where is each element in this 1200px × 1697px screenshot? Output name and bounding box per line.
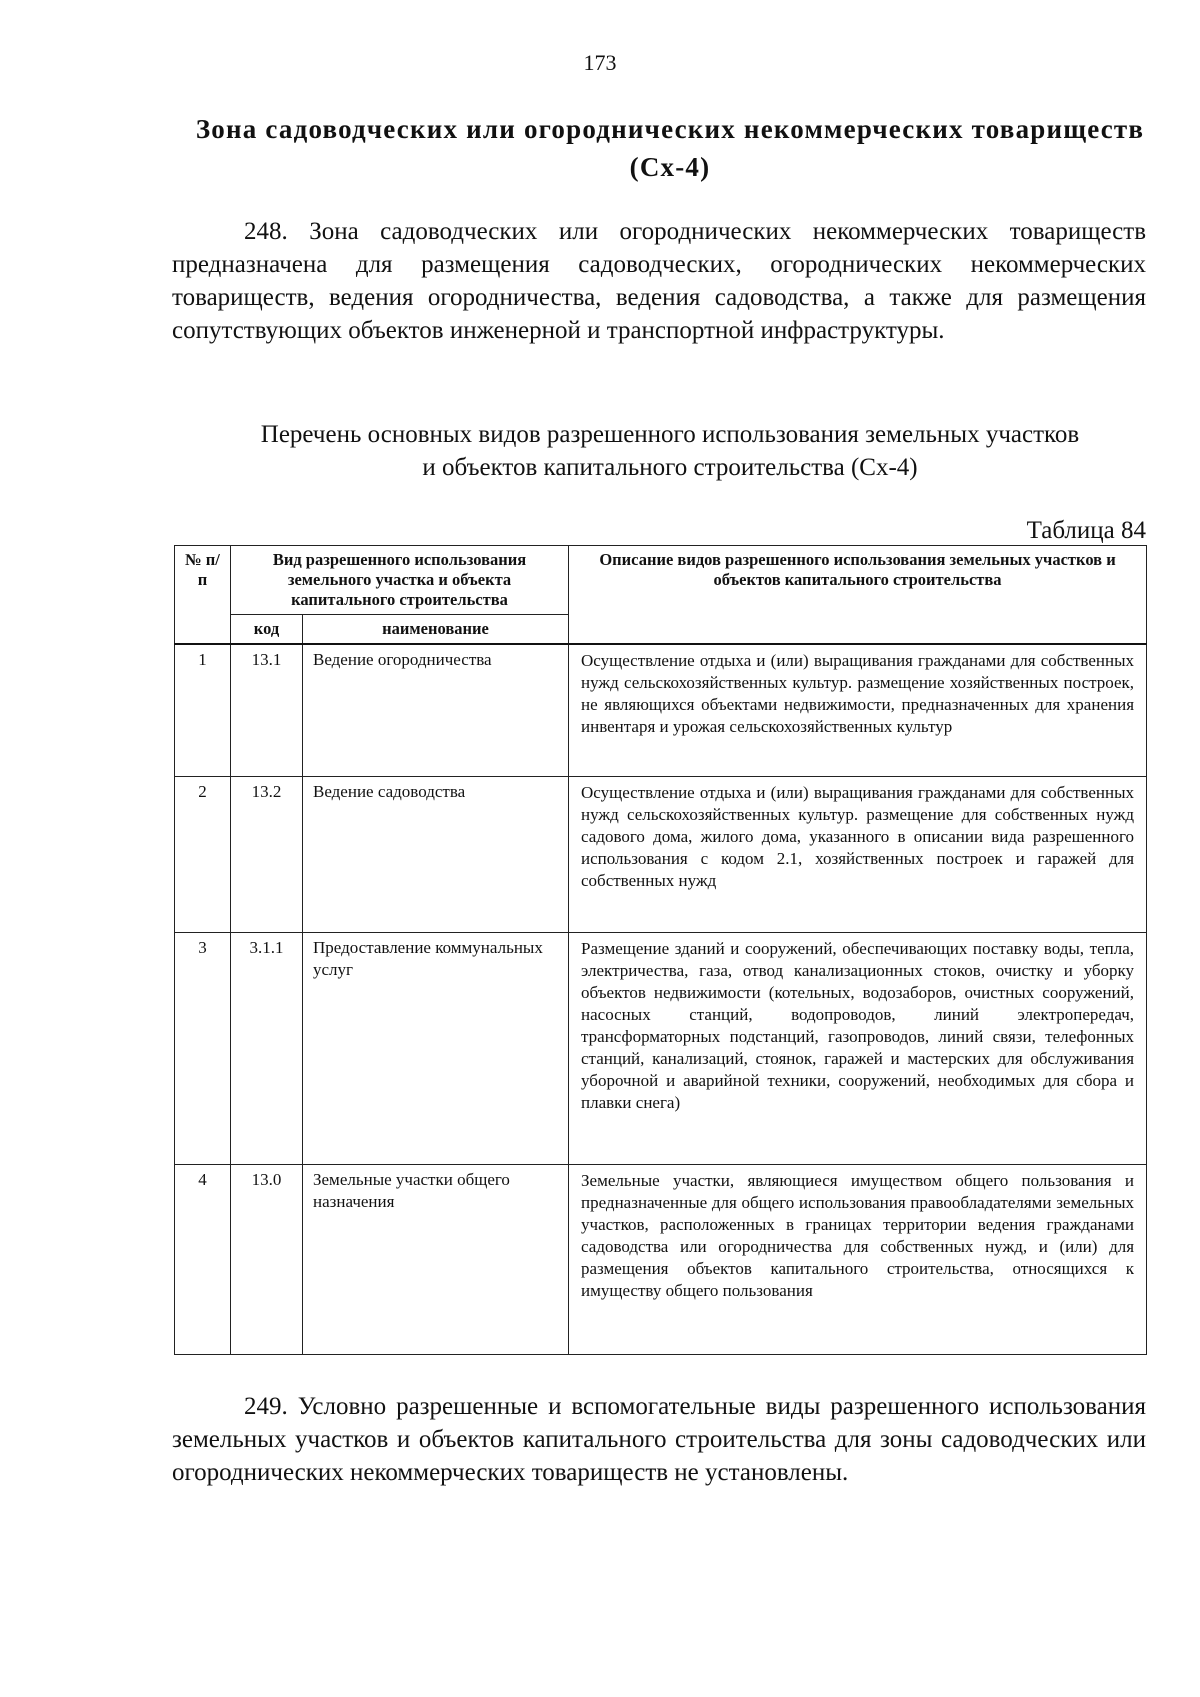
page-number: 173 <box>583 50 617 75</box>
row-name: Предоставление коммунальных услуг <box>303 932 569 1164</box>
paragraph-249-number: 249. <box>244 1393 288 1420</box>
row-code: 3.1.1 <box>231 932 303 1164</box>
paragraph-249 <box>172 1390 1146 1489</box>
zone-title-line1: Зона садоводческих или огороднических некоммерческих товариществ <box>195 114 1145 144</box>
list-title-line2: и объектов капитального строительства (Сх-4) <box>422 454 918 481</box>
table-row <box>175 776 1147 932</box>
row-code: 13.0 <box>231 1164 303 1354</box>
row-num: 3 <box>175 932 231 1164</box>
header-description: Описание видов разрешенного использования земельных участков и объектов капитального строительства <box>569 546 1147 645</box>
table-row <box>175 932 1147 1164</box>
row-num: 4 <box>175 1164 231 1354</box>
row-description: Земельные участки, являющиеся имуществом общего пользования и предназначенные для общего использования правообладателями земельных участков, расположенных в границах территории ведения гражданами садоводства или огородничества для собственных нужд, и (или) для размещения объектов капитального строительства, относящихся к имуществу общего пользования <box>569 1164 1147 1354</box>
header-kind: Вид разрешенного использования земельного участка и объекта капитального строительства <box>231 546 569 615</box>
row-num: 2 <box>175 776 231 932</box>
paragraph-249-text: Условно разрешенные и вспомогательные виды разрешенного использования земельных участков и объектов капитального строительства для зоны садоводческих или огороднических некоммерческих товариществ не установлены. <box>172 1393 1146 1486</box>
row-num: 1 <box>175 644 231 776</box>
row-description: Осуществление отдыха и (или) выращивания гражданами для собственных нужд сельскохозяйственных культур. размещение для собственных нужд садового дома, жилого дома, указанного в описании вида разрешенного использования с кодом 2.1, хозяйственных построек и гаражей для собственных нужд <box>569 776 1147 932</box>
row-description: Размещение зданий и сооружений, обеспечивающих поставку воды, тепла, электричества, газа, отвод канализационных стоков, очистку и уборку объектов недвижимости (котельных, водозаборов, очистных сооружений, насосных станций, водопроводов, линий электропередач, трансформаторных подстанций, газопроводов, линий связи, телефонных станций, канализаций, стоянок, гаражей и мастерских для обслуживания уборочной и аварийной техники, сооружений, необходимых для сбора и плавки снега) <box>569 932 1147 1164</box>
row-code: 13.1 <box>231 644 303 776</box>
row-name: Ведение огородничества <box>303 644 569 776</box>
zone-title-line2: (Сх-4) <box>629 152 711 182</box>
list-title-line1: Перечень основных видов разрешенного использования земельных участков <box>260 421 1080 448</box>
permitted-use-table <box>174 545 1147 1355</box>
table-caption: Таблица 84 <box>1026 517 1146 544</box>
row-name: Ведение садоводства <box>303 776 569 932</box>
header-name: наименование <box>303 615 569 645</box>
paragraph-248-text: Зона садоводческих или огороднических некоммерческих товариществ предназначена для размещения садоводческих, огороднических некоммерческих товариществ, ведения огородничества, ведения садоводства, а также для размещения сопутствующих объектов инженерной и транспортной инфраструктуры. <box>172 218 1146 344</box>
table-row <box>175 1164 1147 1354</box>
row-description: Осуществление отдыха и (или) выращивания гражданами для собственных нужд сельскохозяйственных культур. размещение хозяйственных построек, не являющихся объектами недвижимости, предназначенных для хранения инвентаря и урожая сельскохозяйственных культур <box>569 644 1147 776</box>
row-name: Земельные участки общего назначения <box>303 1164 569 1354</box>
header-code: код <box>231 615 303 645</box>
zone-title <box>170 110 1170 186</box>
row-code: 13.2 <box>231 776 303 932</box>
header-num: № п/п <box>175 546 231 645</box>
table-row <box>175 644 1147 776</box>
paragraph-248-number: 248. <box>244 218 288 245</box>
paragraph-248 <box>172 215 1146 347</box>
list-title <box>170 418 1170 484</box>
